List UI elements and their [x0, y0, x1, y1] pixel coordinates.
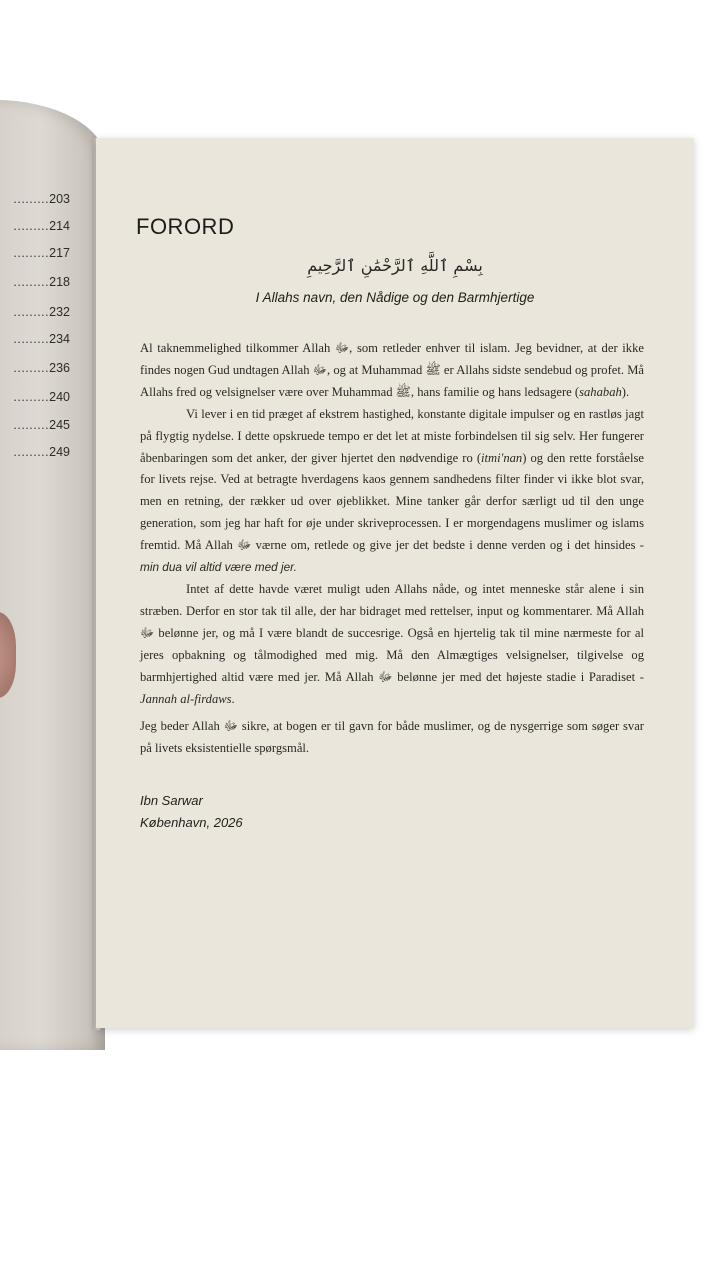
toc-entry: .........245: [13, 418, 70, 432]
toc-entry: .........249: [13, 445, 70, 459]
signature: [140, 790, 243, 834]
toc-entry: .........214: [13, 219, 70, 233]
toc-entry: .........203: [13, 192, 70, 206]
author-name: Ibn Sarwar: [140, 793, 203, 808]
toc-entry: .........232: [13, 305, 70, 319]
foreword-body: [140, 338, 644, 760]
place-year: København, 2026: [140, 815, 243, 830]
subtitle: I Allahs navn, den Nådige og den Barmhjertige: [255, 290, 535, 305]
paragraph-2: Vi lever i en tid præget af ekstrem hastighed, konstante digitale impulser og en rastløs jagt på flygtig nydelse. I dette opskruede tempo er det let at miste forbindelsen til sig selv. Her fungerer åbenbaringen som det anker, der giver hjertet den nødvendige ro (itmi'nan) og den rette forståelse for livets rejse. Ved at betragte hverdagens kaos gennem sandhedens filter finder vi ikke blot svar, men en retning, der rækker ud over øjeblikket. Mine tanker går derfor særligt ud til den unge generation, som jeg har haft for øje under skriveprocessen. I er morgendagens muslimer og islams fremtid. Må Allah ﷻ værne om, retlede og give jer det bedste i denne verden og i det hinsides - min dua vil altid være med jer.: [140, 406, 645, 575]
toc-entry: .........217: [13, 246, 70, 260]
left-page: [0, 100, 105, 1050]
toc-entry: .........236: [13, 361, 70, 375]
toc-entry: .........218: [13, 275, 70, 289]
paragraph-4: Jeg beder Allah ﷻ sikre, at bogen er til gavn for både muslimer, og de nysgerrige som søger svar på livets eksistentielle spørgsmål.: [140, 719, 645, 756]
basmala: بِسْمِ ٱللَّهِ ٱلرَّحْمَٰنِ ٱلرَّحِيمِ: [307, 256, 483, 275]
paragraph-1: Al taknemmelighed tilkommer Allah ﷻ, som retleder enhver til islam. Jeg bevidner, at der ikke findes nogen Gud undtagen Allah ﷻ, og at Muhammad ﷺ er Allahs sidste sendebud og profet. Må Allahs fred og velsignelser være over Muhammad ﷺ, hans familie og hans ledsagere (sahabah).: [140, 341, 645, 399]
toc-entry: .........240: [13, 390, 70, 404]
right-page: [96, 138, 694, 1028]
page-title: FORORD: [136, 214, 235, 239]
toc-entry: .........234: [13, 332, 70, 346]
paragraph-3: Intet af dette havde været muligt uden Allahs nåde, og intet menneske står alene i sin stræben. Derfor en stor tak til alle, der har bidraget med rettelser, input og kommentarer. Må Allah ﷻ belønne jer, og må I være blandt de succesrige. Også en hjertelig tak til mine nærmeste for al jeres opbakning og tålmodighed med mig. Må den Almægtiges velsignelser, tilgivelse og barmhjertighed altid være med jer. Må Allah ﷻ belønne jer med det højeste stadie i Paradiset - Jannah al-firdaws.: [140, 581, 644, 706]
